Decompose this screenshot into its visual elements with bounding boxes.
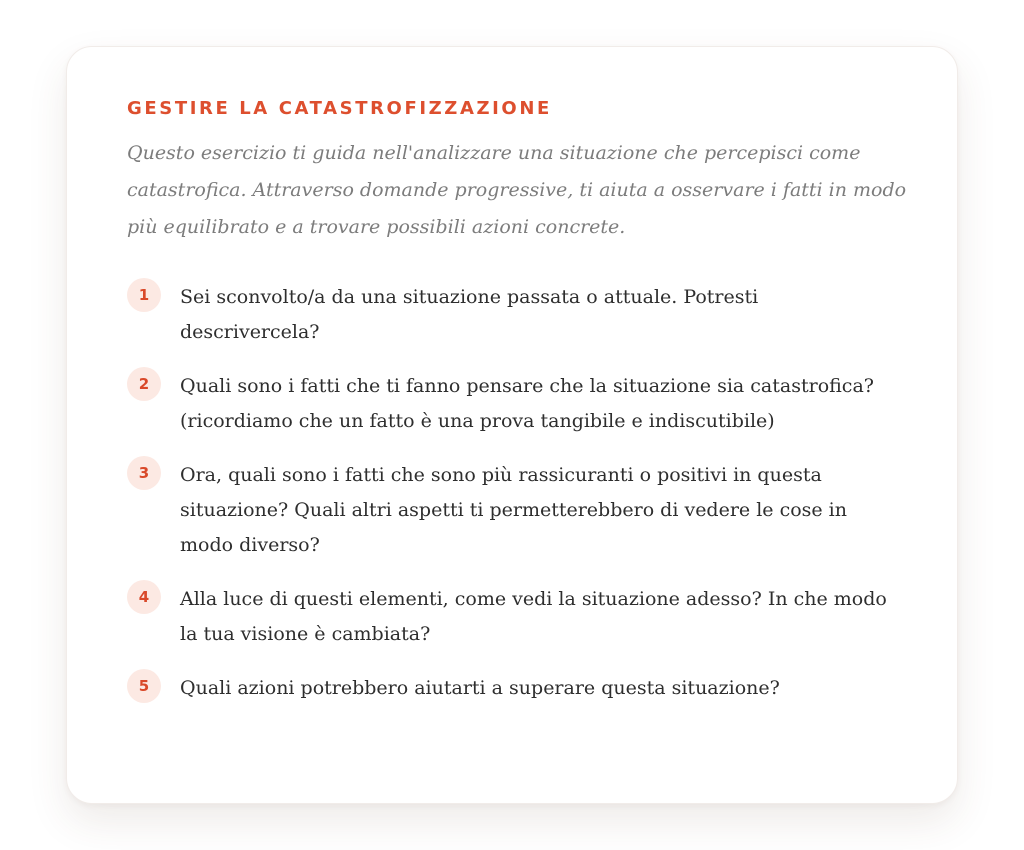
step-question: Quali azioni potrebbero aiutarti a superare questa situazione? (180, 677, 780, 699)
step-question: Ora, quali sono i fatti che sono più rassicuranti o positivi in questa situazione? Quali altri aspetti ti permetterebbero di vedere le cose in modo diverso? (180, 464, 847, 556)
exercise-card (66, 46, 958, 804)
step-number-badge: 4 (127, 580, 161, 614)
list-item (127, 458, 897, 563)
step-question: Sei sconvolto/a da una situazione passata o attuale. Potresti descrivercela? (180, 286, 759, 343)
step-number-badge: 3 (127, 456, 161, 490)
step-number-badge: 2 (127, 367, 161, 401)
step-question: Alla luce di questi elementi, come vedi la situazione adesso? In che modo la tua visione è cambiata? (180, 588, 887, 645)
step-number-badge: 5 (127, 669, 161, 703)
list-item (127, 582, 897, 652)
list-item (127, 671, 897, 706)
step-number-badge: 1 (127, 278, 161, 312)
card-title: GESTIRE LA CATASTROFIZZAZIONE (127, 98, 552, 119)
list-item (127, 280, 897, 350)
list-item (127, 369, 897, 439)
steps-list (127, 280, 897, 706)
card-intro: Questo esercizio ti guida nell'analizzare una situazione che percepisci come catastrofica. Attraverso domande progressive, ti aiuta a osservare i fatti in modo più equilibrato e a trovare possibili azioni concrete. (127, 142, 907, 238)
step-question: Quali sono i fatti che ti fanno pensare che la situazione sia catastrofica? (ricordiamo che un fatto è una prova tangibile e indiscutibile) (180, 375, 874, 432)
